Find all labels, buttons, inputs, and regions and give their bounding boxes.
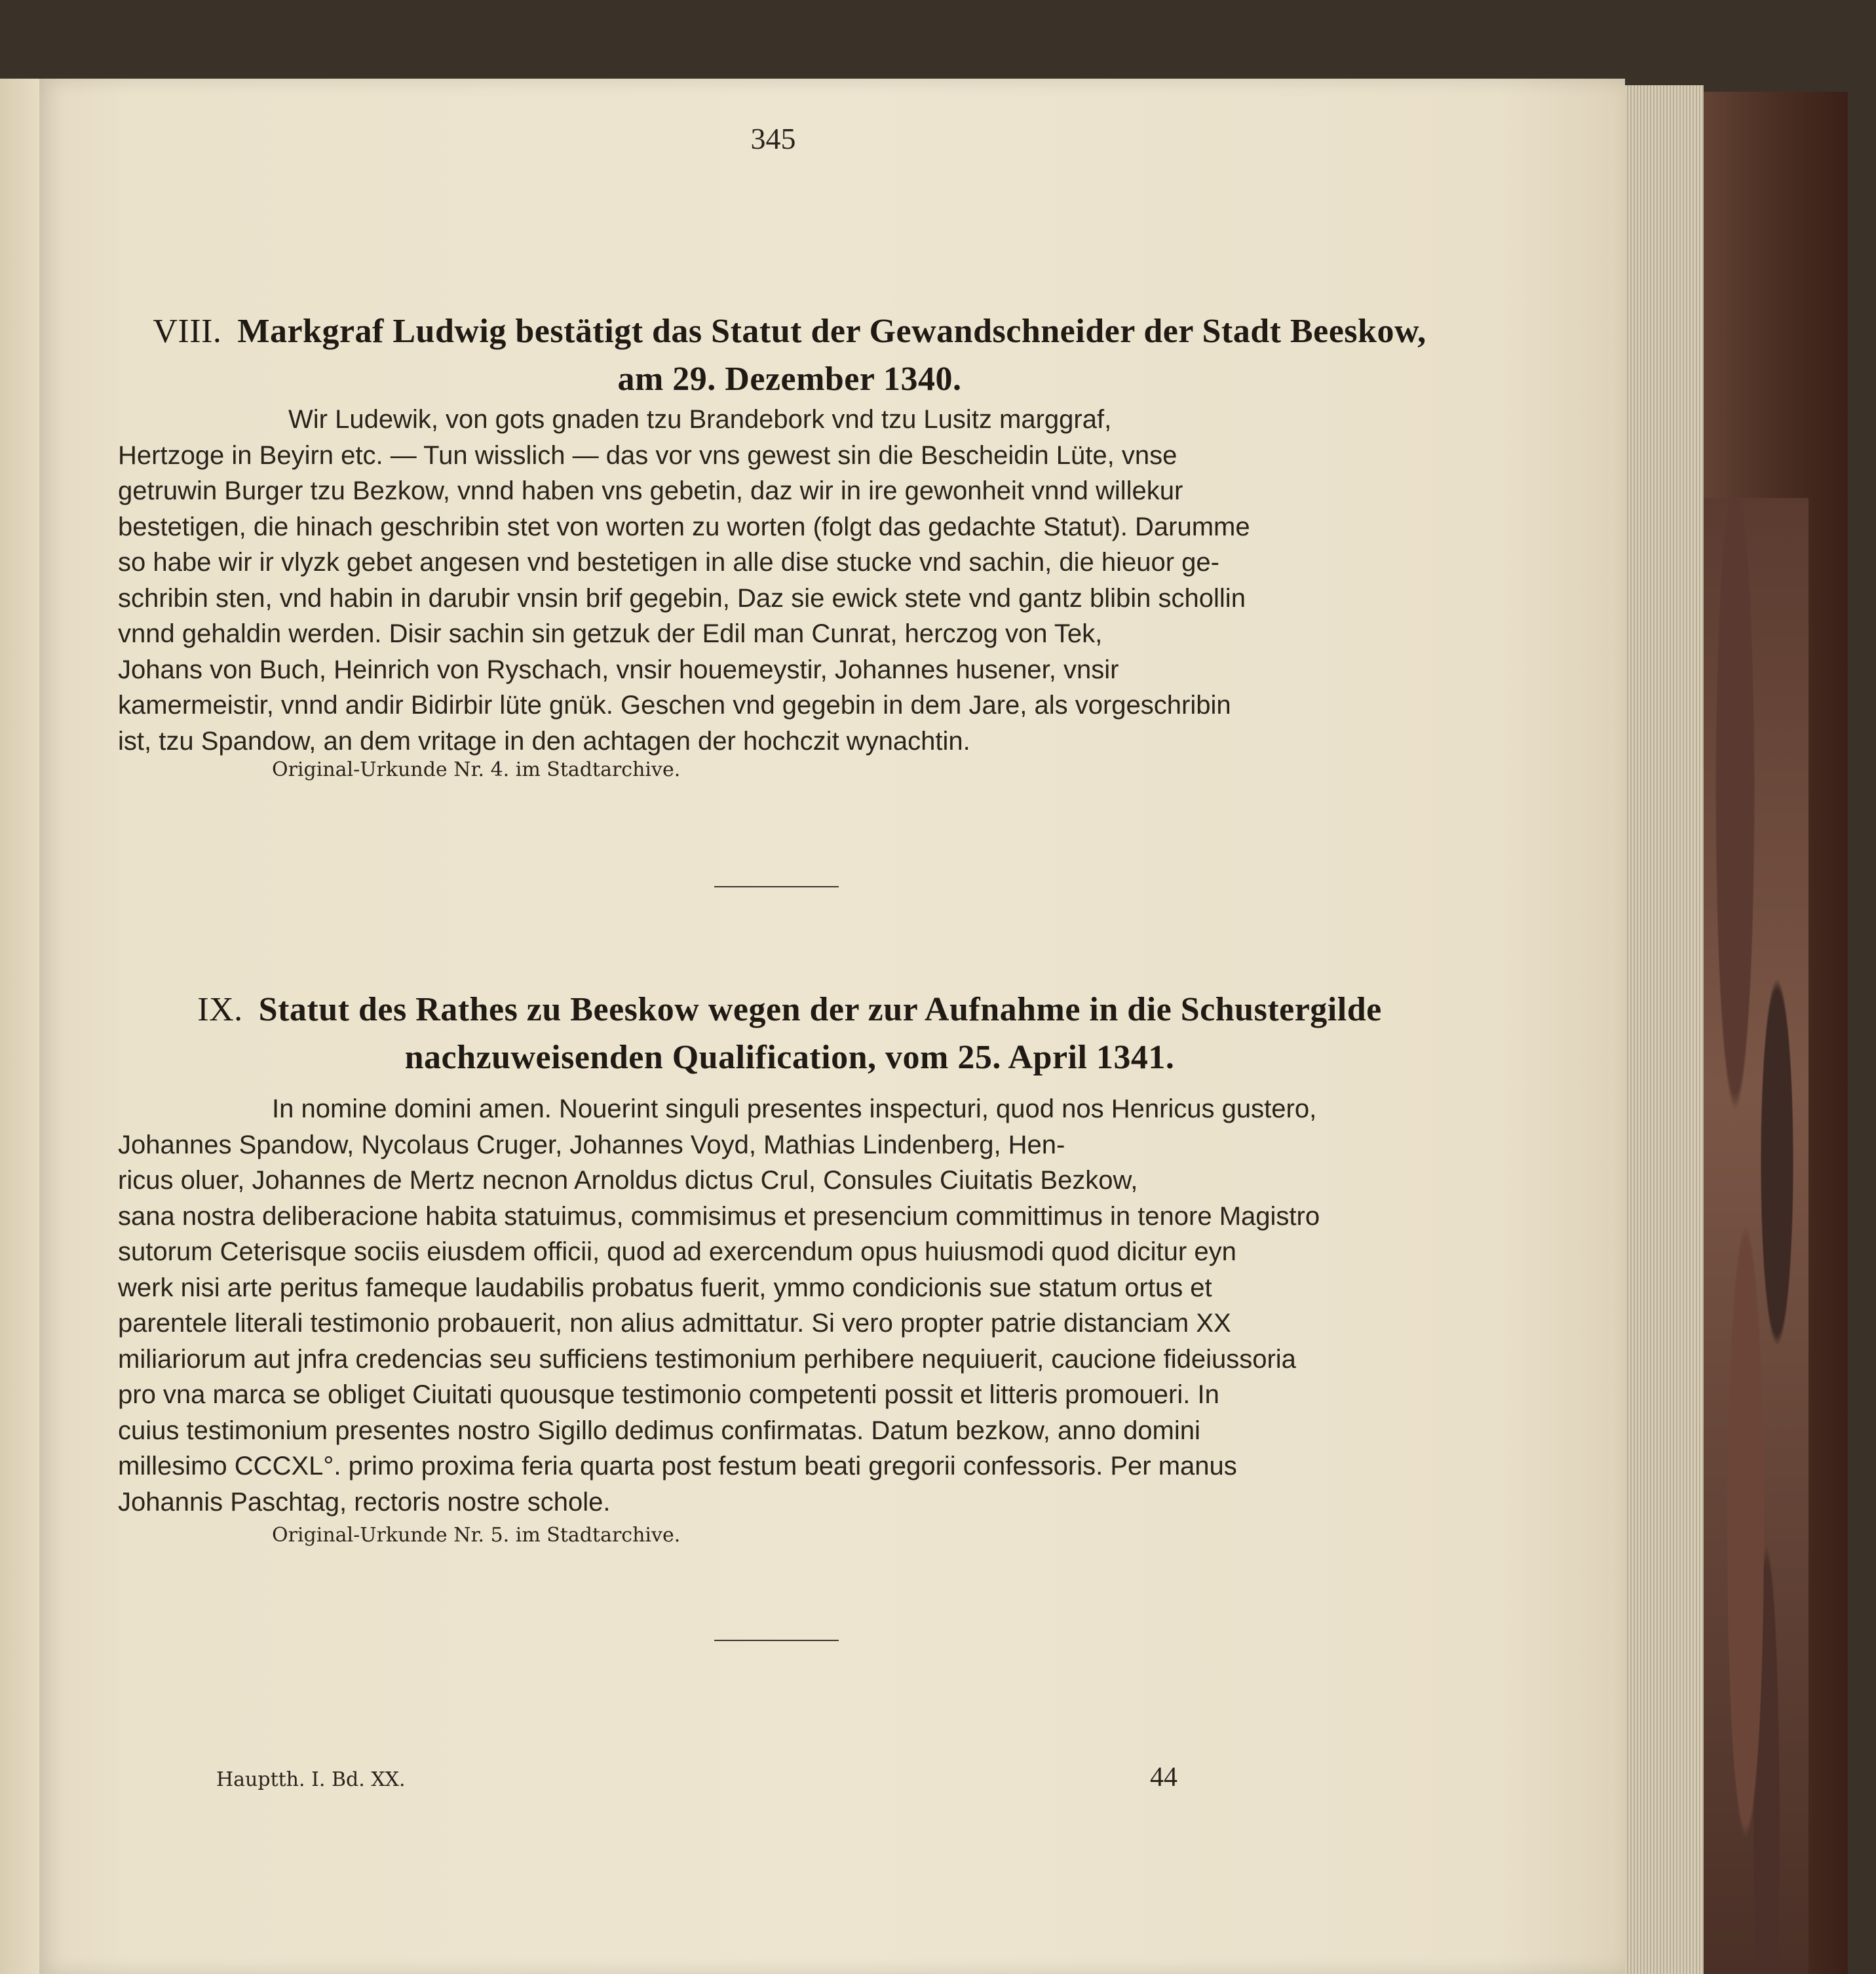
section-8-title-text: Markgraf Ludwig bestätigt das Statut der Gewandschneider der Stadt Beeskow, — [237, 313, 1426, 350]
text-line: sana nostra deliberacione habita statuimus, commisimus et presencium committimus in tenore Magistro — [118, 1201, 1320, 1231]
text-line: parentele literali testimonio probauerit, non alius admittatur. Si vero propter patrie distanciam XX — [118, 1309, 1231, 1338]
sheet-number: 44 — [1150, 1762, 1177, 1792]
sheet-signature: Hauptth. I. Bd. XX. — [216, 1768, 406, 1791]
marbled-endpaper — [1704, 498, 1809, 1974]
section-8-source-note: Original-Urkunde Nr. 4. im Stadtarchive. — [272, 758, 681, 781]
text-line: ricus oluer, Johannes de Mertz necnon Arnoldus dictus Crul, Consules Ciuitatis Bezkow, — [118, 1166, 1138, 1195]
page-number: 345 — [750, 122, 796, 155]
text-line: ist, tzu Spandow, an dem vritage in den achtagen der hochczit wynachtin. — [118, 726, 970, 756]
section-9-numeral: IX. — [197, 991, 243, 1028]
section-9-heading — [118, 986, 1461, 1082]
section-9-title-line2: nachzuweisenden Qualification, vom 25. April 1341. — [404, 1038, 1175, 1076]
text-line: In nomine domini amen. Nouerint singuli presentes inspecturi, quod nos Henricus gustero, — [272, 1094, 1317, 1123]
text-line: Johans von Buch, Heinrich von Ryschach, vnsir houemeystir, Johannes husener, vnsir — [118, 655, 1119, 684]
section-8-title-line2: am 29. Dezember 1340. — [617, 360, 962, 398]
section-divider — [714, 886, 839, 887]
previous-page-edge — [0, 79, 39, 1974]
page-stack-edge — [1612, 85, 1704, 1974]
section-divider — [714, 1640, 839, 1641]
text-line: getruwin Burger tzu Bezkow, vnnd haben vns gebetin, daz wir in ire gewonheit vnnd willekur — [118, 476, 1183, 505]
text-line: miliariorum aut jnfra credencias seu sufficiens testimonium perhibere nequiuerit, caucione fideiussoria — [118, 1344, 1296, 1374]
section-8-body — [118, 402, 1461, 759]
text-line: millesimo CCCXL°. primo proxima feria quarta post festum beati gregorii confessoris. Per manus — [118, 1452, 1237, 1480]
text-line: sutorum Ceterisque sociis eiusdem officii, quod ad exercendum opus huiusmodi quod dicitur eyn — [118, 1237, 1236, 1266]
section-9-body — [118, 1091, 1461, 1520]
text-line: werk nisi arte peritus fameque laudabilis probatus fuerit, ymmo condicionis sue statum ortus et — [118, 1273, 1212, 1302]
section-9-source-note: Original-Urkunde Nr. 5. im Stadtarchive. — [272, 1524, 681, 1547]
section-8-heading — [118, 308, 1461, 404]
text-line: kamermeistir, vnnd andir Bidirbir lüte gnük. Geschen vnd gegebin in dem Jare, als vorgeschribin — [118, 691, 1231, 720]
text-line: Wir Ludewik, von gots gnaden tzu Brandebork vnd tzu Lusitz marggraf, — [288, 405, 1112, 434]
section-9-title-text: Statut des Rathes zu Beeskow wegen der zur Aufnahme in die Schustergilde — [258, 991, 1382, 1028]
text-line: Johannis Paschtag, rectoris nostre schole. — [118, 1487, 611, 1517]
section-8-title-line1 — [118, 308, 1461, 356]
text-line: so habe wir ir vlyzk gebet angesen vnd bestetigen in alle dise stucke vnd sachin, die hieuor ge- — [118, 548, 1219, 577]
section-9-title-line1 — [118, 986, 1461, 1034]
text-line: Hertzoge in Beyirn etc. — Tun wisslich — das vor vns gewest sin die Bescheidin Lüte, vnse — [118, 440, 1177, 470]
text-line: bestetigen, die hinach geschribin stet von worten zu worten (folgt das gedachte Statut). Darumme — [118, 512, 1250, 541]
text-line: pro vna marca se obliget Ciuitati quousque testimonio competenti possit et litteris promoueri. In — [118, 1380, 1219, 1409]
text-line: vnnd gehaldin werden. Disir sachin sin getzuk der Edil man Cunrat, herczog von Tek, — [118, 619, 1103, 648]
section-8-numeral: VIII. — [153, 313, 222, 350]
text-line: schribin sten, vnd habin in darubir vnsin brif gegebin, Daz sie ewick stete vnd gantz blibin schollin — [118, 583, 1246, 613]
text-line: cuius testimonium presentes nostro Sigillo dedimus confirmatas. Datum bezkow, anno domini — [118, 1416, 1200, 1445]
text-line: Johannes Spandow, Nycolaus Cruger, Johannes Voyd, Mathias Lindenberg, Hen- — [118, 1130, 1065, 1159]
